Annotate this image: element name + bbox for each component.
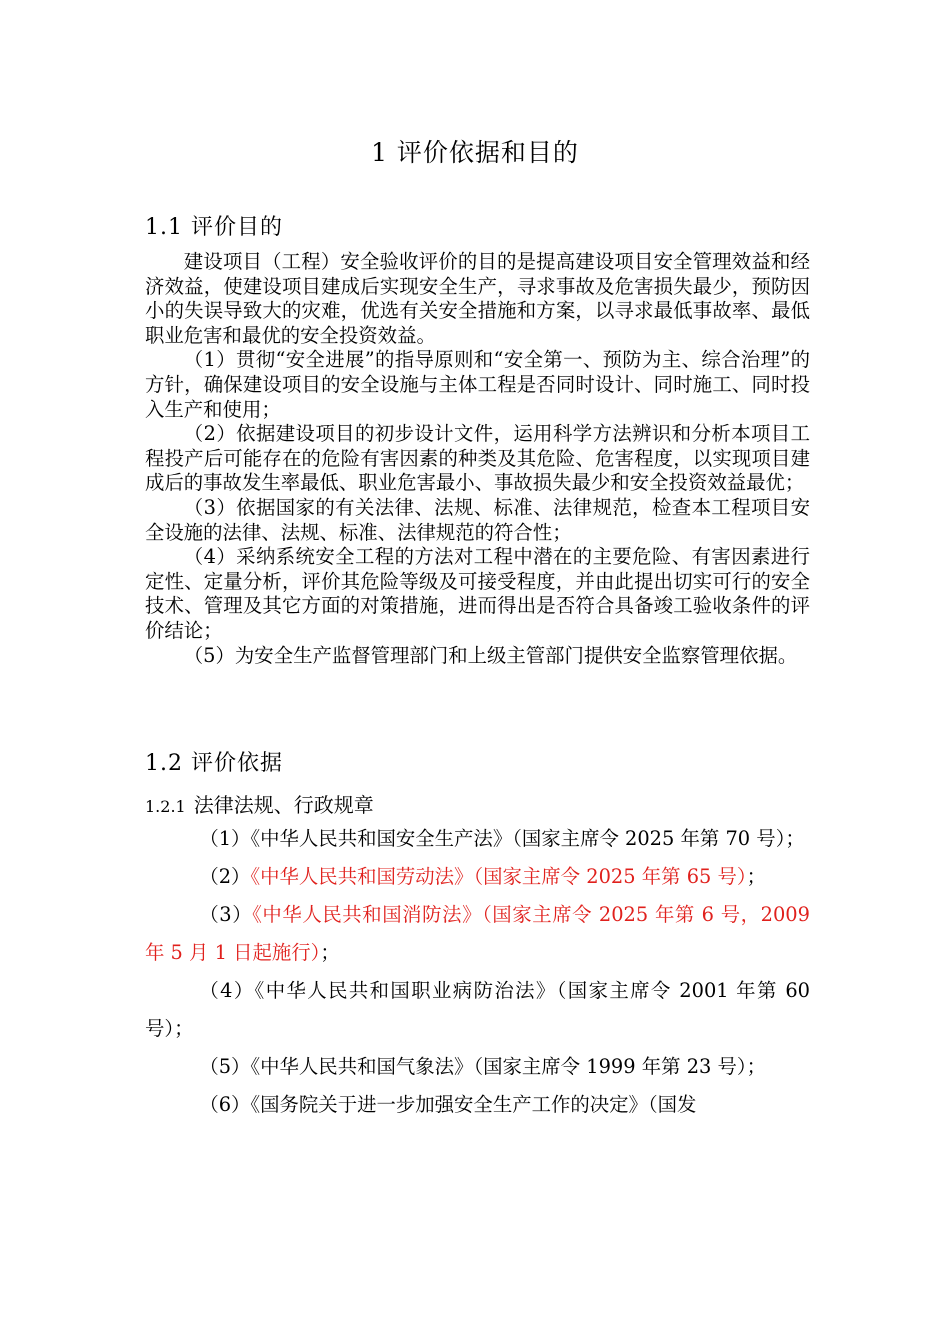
paragraph: （3）依据国家的有关法律、法规、标准、法律规范，检查本工程项目安全设施的法律、法规、标准、法律规范的符合性；: [145, 495, 810, 544]
paragraph: （5）为安全生产监督管理部门和上级主管部门提供安全监察管理依据。: [183, 643, 798, 667]
reference-text: 《中华人民共和国劳动法》（国家主席令 2025 年第 65 号）: [250, 865, 747, 888]
paragraph: （2）依据建设项目的初步设计文件，运用科学方法辨识和分析本项目工程投产后可能存在的危险有害因素的种类及其危险、危害程度，以实现项目建成后的事故发生率最低、职业危害最小、事故损失最少和安全投资效益最优；: [145, 422, 810, 495]
reference-suffix: ；: [174, 1017, 194, 1040]
subsection-title: 法律法规、行政规章: [193, 793, 374, 817]
paragraph: （4）采纳系统安全工程的方法对工程中潜在的主要危险、有害因素进行定性、定量分析，评价其危险等级及可接受程度，并由此提出切实可行的安全技术、管理及其它方面的对策措施，进而得出是否符合具备竣工验收条件的评价结论；: [145, 545, 810, 642]
reference-suffix: ；: [320, 941, 340, 964]
section-1-1-body: [145, 250, 810, 668]
reference-number: （5）: [199, 1055, 251, 1078]
reference-item: [145, 896, 810, 972]
reference-suffix: ；: [746, 1055, 766, 1078]
reference-item: [145, 858, 810, 896]
reference-number: （1）: [199, 827, 251, 850]
reference-item: [145, 1086, 810, 1124]
page-title: 1 评价依据和目的: [371, 138, 579, 167]
reference-text: 《国务院关于进一步加强安全生产工作的决定》（国发: [250, 1093, 697, 1116]
paragraph: 建设项目（工程）安全验收评价的目的是提高建设项目安全管理效益和经济效益，使建设项目建成后实现安全生产，寻求事故及危害损失最少，预防因小的失误导致大的灾难，优选有关安全措施和方案，以寻求最低事故率、最低职业危害和最优的安全投资效益。: [145, 250, 810, 347]
reference-text: 《中华人民共和国安全生产法》（国家主席令 2025 年第 70 号）: [250, 827, 786, 850]
reference-number: （3）: [199, 903, 253, 926]
reference-number: （4）: [199, 979, 255, 1002]
section-heading-1-1: 1.1 评价目的: [145, 215, 283, 240]
reference-item: [145, 972, 810, 1048]
reference-item: [145, 820, 810, 858]
reference-list: [145, 820, 810, 1124]
section-heading-1-2: 1.2 评价依据: [145, 751, 283, 776]
reference-number: （2）: [199, 865, 251, 888]
subsection-number: 1.2.1: [145, 797, 186, 816]
reference-suffix: ；: [746, 865, 766, 888]
reference-text: 《中华人民共和国消防法》（国家主席令 2025 年第 6 号，2009 年 5 月 1 日起施行）: [145, 903, 810, 964]
paragraph: （1）贯彻“安全进展”的指导原则和“安全第一、预防为主、综合治理”的方针，确保建设项目的安全设施与主体工程是否同时设计、同时施工、同时投入生产和使用；: [145, 348, 810, 421]
reference-item: [145, 1048, 810, 1086]
reference-text: 《中华人民共和国气象法》（国家主席令 1999 年第 23 号）: [250, 1055, 747, 1078]
reference-suffix: ；: [785, 827, 805, 850]
reference-text: 《中华人民共和国职业病防治法》（国家主席令 2001 年第 60 号）: [145, 979, 810, 1040]
reference-number: （6）: [199, 1093, 251, 1116]
subsection-heading-1-2-1: [145, 789, 374, 818]
